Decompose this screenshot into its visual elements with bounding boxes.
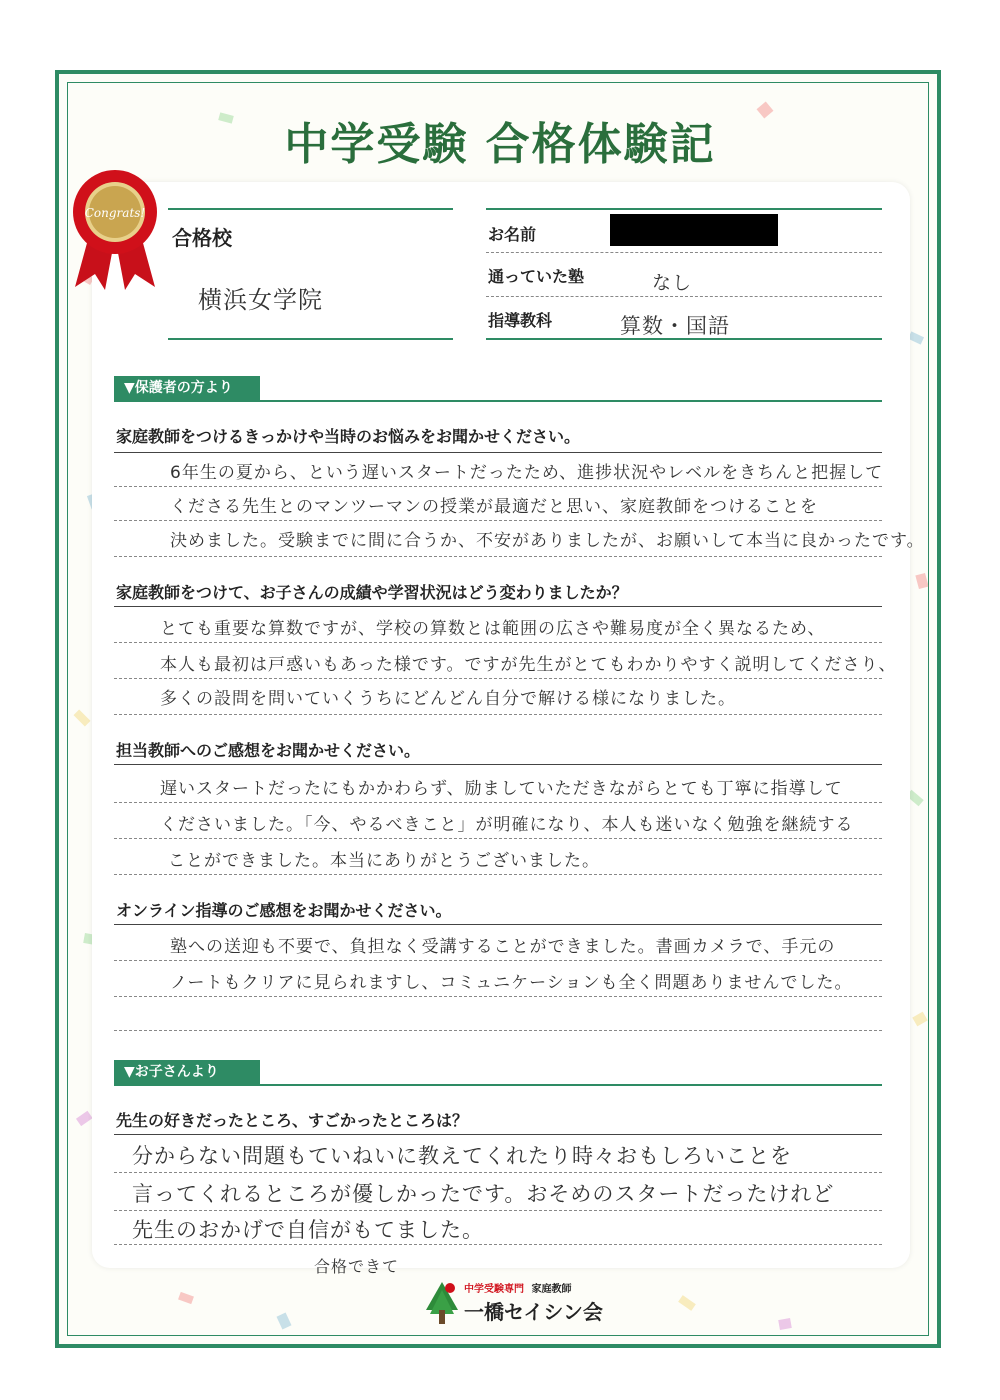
page-title: 中学受験 合格体験記: [284, 119, 716, 170]
content-card: [92, 182, 910, 1268]
school-top-rule: [168, 208, 453, 210]
tree-logo-icon: [424, 1280, 460, 1326]
q3-rule-1: [114, 802, 882, 803]
q1-rule-2: [114, 520, 882, 521]
juku-value: なし: [652, 272, 693, 294]
logo-tagline-black: 家庭教師: [531, 1284, 572, 1295]
juku-rule: [486, 296, 882, 297]
congrats-rosette-icon: [60, 162, 170, 292]
q3-rule-0: [114, 764, 882, 765]
parent-q3: 担当教師へのご感想をお聞かせください。: [116, 741, 421, 760]
q4-rule-3: [114, 1030, 882, 1031]
name-redaction-bar: [610, 214, 778, 246]
header-bottom-rule: [486, 338, 882, 340]
child-rule-2: [114, 1210, 882, 1211]
child-line-1: 分からない問題もていねいに教えてくれたり時々おもしろいことを: [132, 1144, 792, 1168]
q1-line-2: くださる先生とのマンツーマンの授業が最適だと思い、家庭教師をつけることを: [170, 497, 818, 517]
child-section-rule: [114, 1084, 882, 1086]
q3-line-2: くださいました。「今、やるべきこと」が明確になり、本人も迷いなく勉強を継続する: [160, 815, 854, 835]
parent-q1: 家庭教師をつけるきっかけや当時のお悩みをお聞かせください。: [116, 427, 581, 446]
logo-name: 一橋セイシン会: [464, 1300, 603, 1324]
school-label: 合格校: [172, 226, 232, 250]
q3-line-3: ことができました。本当にありがとうございました。: [168, 851, 600, 871]
q1-line-1: 6年生の夏から、という遅いスタートだったため、進捗状況やレベルをきちんと把握して: [170, 463, 884, 483]
q2-rule-1: [114, 642, 882, 643]
subject-value: 算数・国語: [620, 314, 730, 338]
child-line-2: 言ってくれるところが優しかったです。おそめのスタートだったけれど: [132, 1182, 835, 1206]
q2-line-1: とても重要な算数ですが、学校の算数とは範囲の広さや難易度が全く異なるため、: [160, 619, 826, 639]
child-rule-1: [114, 1172, 882, 1173]
q1-line-3: 決めました。受験までに間に合うか、不安がありましたが、お願いして本当に良かったです。: [170, 531, 925, 551]
q3-rule-2: [114, 838, 882, 839]
parent-section-tag: ▼保護者の方より: [114, 376, 260, 400]
company-logo: [424, 1278, 603, 1328]
name-label: お名前: [488, 225, 537, 244]
name-rule: [486, 252, 882, 253]
q4-rule-1: [114, 960, 882, 961]
q1-rule-1: [114, 486, 882, 487]
q3-rule-3: [114, 874, 882, 875]
logo-tagline-red: 中学受験専門: [464, 1284, 524, 1295]
child-section-tag: ▼お子さんより: [114, 1060, 260, 1084]
school-bottom-rule: [168, 338, 453, 340]
q2-line-3: 多くの設問を問いていくうちにどんどん自分で解ける様になりました。: [160, 689, 736, 709]
child-insert-note: 合格できて: [314, 1257, 400, 1276]
q2-rule-3: [114, 714, 882, 715]
q2-line-2: 本人も最初は戸惑いもあった様です。ですが先生がとてもわかりやすく説明してくださり、: [160, 655, 897, 675]
parent-q2: 家庭教師をつけて、お子さんの成績や学習状況はどう変わりましたか？: [116, 583, 628, 602]
q1-rule-3: [114, 556, 882, 557]
parent-q4: オンライン指導のご感想をお聞かせください。: [116, 901, 452, 920]
q1-rule-0: [114, 452, 882, 453]
juku-label: 通っていた塾: [488, 267, 585, 286]
q2-rule-2: [114, 678, 882, 679]
q4-rule-0: [114, 924, 882, 925]
child-rule-0: [114, 1134, 882, 1135]
q3-line-1: 遅いスタートだったにもかかわらず、励ましていただきながらとても丁寧に指導して: [160, 779, 843, 799]
child-rule-3: [114, 1244, 882, 1245]
rosette-label: Congrats!: [84, 206, 146, 220]
school-value: 横浜女学院: [198, 286, 323, 314]
q4-rule-2: [114, 996, 882, 997]
child-question: 先生の好きだったところ、すごかったところは？: [116, 1111, 469, 1130]
logo-tagline: [464, 1280, 571, 1295]
name-top-rule: [486, 208, 882, 210]
q4-line-1: 塾への送迎も不要で、負担なく受講することができました。書画カメラで、手元の: [170, 937, 836, 957]
subject-label: 指導教科: [488, 311, 553, 330]
parent-section-rule: [114, 400, 882, 402]
child-line-3: 先生のおかげで自信がもてました。: [132, 1218, 484, 1242]
q2-rule-0: [114, 606, 882, 607]
q4-line-2: ノートもクリアに見られますし、コミュニケーションも全く問題ありませんでした。: [170, 973, 853, 993]
